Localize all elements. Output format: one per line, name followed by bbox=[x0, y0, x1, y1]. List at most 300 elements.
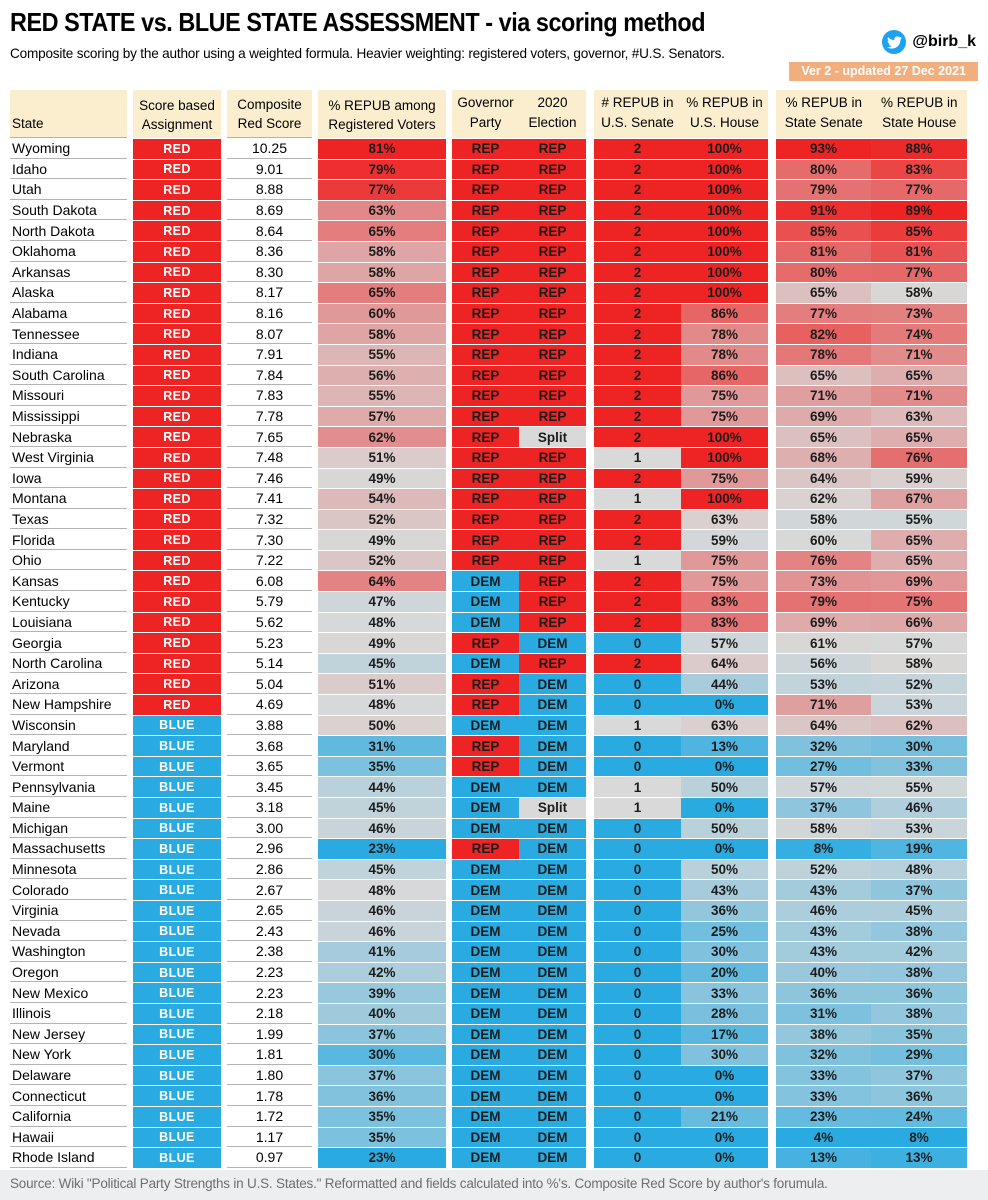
cell-us-house: 50% bbox=[681, 819, 768, 839]
cell-2020-election: REP bbox=[519, 283, 586, 303]
cell-us-senate: 2 bbox=[594, 283, 681, 303]
cell-state-house: 8% bbox=[871, 1128, 967, 1148]
cell-registered-voters: 50% bbox=[318, 716, 446, 736]
cell-state-senate: 76% bbox=[776, 551, 871, 571]
cell-state-senate: 58% bbox=[776, 819, 871, 839]
cell-registered-voters: 55% bbox=[318, 386, 446, 406]
cell-state-house: 29% bbox=[871, 1045, 967, 1065]
cell-us-house: 20% bbox=[681, 963, 768, 983]
cell-state-house: 77% bbox=[871, 263, 967, 283]
cell-state-senate: 61% bbox=[776, 633, 871, 653]
cell-assignment: BLUE bbox=[133, 942, 221, 962]
cell-us-house: 100% bbox=[681, 427, 768, 447]
cell-governor: DEM bbox=[452, 1107, 519, 1127]
cell-composite-score: 2.86 bbox=[227, 860, 312, 880]
cell-registered-voters: 48% bbox=[318, 613, 446, 633]
cell-registered-voters: 58% bbox=[318, 242, 446, 262]
cell-2020-election: REP bbox=[519, 613, 586, 633]
cell-state-senate: 38% bbox=[776, 1025, 871, 1045]
cell-2020-election: DEM bbox=[519, 1148, 586, 1168]
cell-state: Alaska bbox=[10, 283, 127, 303]
cell-us-house: 30% bbox=[681, 942, 768, 962]
cell-us-house: 86% bbox=[681, 304, 768, 324]
cell-2020-election: REP bbox=[519, 592, 586, 612]
cell-2020-election: Split bbox=[519, 427, 586, 447]
cell-us-senate: 1 bbox=[594, 551, 681, 571]
table bbox=[10, 90, 967, 1168]
column-header-us-senate-house-6: # REPUB in U.S. Senate bbox=[601, 94, 674, 130]
cell-assignment: BLUE bbox=[133, 1128, 221, 1148]
cell-us-senate: 2 bbox=[594, 263, 681, 283]
cell-assignment: BLUE bbox=[133, 1025, 221, 1045]
cell-state-house: 75% bbox=[871, 592, 967, 612]
cell-state: Wisconsin bbox=[10, 716, 127, 736]
cell-composite-score: 5.04 bbox=[227, 674, 312, 694]
cell-2020-election: DEM bbox=[519, 716, 586, 736]
cell-us-senate: 0 bbox=[594, 1025, 681, 1045]
cell-us-house: 0% bbox=[681, 1086, 768, 1106]
cell-state: Wyoming bbox=[10, 139, 127, 159]
cell-assignment: RED bbox=[133, 386, 221, 406]
cell-assignment: RED bbox=[133, 613, 221, 633]
cell-2020-election: REP bbox=[519, 654, 586, 674]
cell-assignment: BLUE bbox=[133, 716, 221, 736]
cell-us-senate: 0 bbox=[594, 983, 681, 1003]
cell-governor: DEM bbox=[452, 1086, 519, 1106]
cell-state-senate: 73% bbox=[776, 571, 871, 591]
column-header-registered-voters: % REPUB among Registered Voters bbox=[318, 90, 446, 138]
cell-us-house: 63% bbox=[681, 716, 768, 736]
source-note: Source: Wiki "Political Party Strengths in U.S. States." Reformatted and fields calculated into %'s. Composite Red Score by author's forumula. bbox=[10, 1176, 828, 1191]
cell-composite-score: 2.67 bbox=[227, 880, 312, 900]
twitter-bird-icon bbox=[887, 35, 902, 50]
cell-state-house: 38% bbox=[871, 922, 967, 942]
cell-state-house: 45% bbox=[871, 901, 967, 921]
cell-2020-election: REP bbox=[519, 201, 586, 221]
cell-us-senate: 2 bbox=[594, 654, 681, 674]
cell-registered-voters: 37% bbox=[318, 1066, 446, 1086]
cell-state-house: 46% bbox=[871, 798, 967, 818]
cell-2020-election: DEM bbox=[519, 819, 586, 839]
cell-state: Vermont bbox=[10, 757, 127, 777]
cell-state: Arizona bbox=[10, 674, 127, 694]
cell-governor: REP bbox=[452, 407, 519, 427]
cell-governor: REP bbox=[452, 489, 519, 509]
cell-us-senate: 0 bbox=[594, 922, 681, 942]
cell-us-house: 100% bbox=[681, 160, 768, 180]
cell-us-house: 100% bbox=[681, 263, 768, 283]
cell-state-senate: 27% bbox=[776, 757, 871, 777]
cell-state: Oregon bbox=[10, 963, 127, 983]
cell-2020-election: DEM bbox=[519, 880, 586, 900]
cell-state: Virginia bbox=[10, 901, 127, 921]
cell-composite-score: 7.22 bbox=[227, 551, 312, 571]
cell-assignment: BLUE bbox=[133, 1004, 221, 1024]
cell-state-house: 67% bbox=[871, 489, 967, 509]
cell-2020-election: DEM bbox=[519, 1045, 586, 1065]
cell-state-senate: 78% bbox=[776, 345, 871, 365]
cell-state-senate: 43% bbox=[776, 942, 871, 962]
cell-composite-score: 1.17 bbox=[227, 1128, 312, 1148]
cell-2020-election: REP bbox=[519, 263, 586, 283]
cell-state-house: 88% bbox=[871, 139, 967, 159]
cell-state-senate: 32% bbox=[776, 736, 871, 756]
cell-composite-score: 7.83 bbox=[227, 386, 312, 406]
cell-state: West Virginia bbox=[10, 448, 127, 468]
cell-registered-voters: 45% bbox=[318, 654, 446, 674]
cell-governor: REP bbox=[452, 242, 519, 262]
cell-assignment: RED bbox=[133, 221, 221, 241]
cell-2020-election: DEM bbox=[519, 674, 586, 694]
cell-state-house: 36% bbox=[871, 1086, 967, 1106]
cell-composite-score: 8.69 bbox=[227, 201, 312, 221]
twitter-attribution bbox=[882, 30, 976, 54]
cell-governor: REP bbox=[452, 139, 519, 159]
cell-2020-election: REP bbox=[519, 160, 586, 180]
cell-registered-voters: 54% bbox=[318, 489, 446, 509]
cell-governor: DEM bbox=[452, 1025, 519, 1045]
cell-us-house: 25% bbox=[681, 922, 768, 942]
cell-state: Minnesota bbox=[10, 860, 127, 880]
cell-registered-voters: 36% bbox=[318, 1086, 446, 1106]
cell-2020-election: DEM bbox=[519, 922, 586, 942]
cell-us-senate: 0 bbox=[594, 839, 681, 859]
cell-us-senate: 0 bbox=[594, 674, 681, 694]
cell-state: Iowa bbox=[10, 469, 127, 489]
cell-2020-election: REP bbox=[519, 221, 586, 241]
cell-assignment: BLUE bbox=[133, 1148, 221, 1168]
cell-governor: DEM bbox=[452, 963, 519, 983]
cell-registered-voters: 35% bbox=[318, 757, 446, 777]
cell-us-house: 78% bbox=[681, 324, 768, 344]
cell-us-senate: 0 bbox=[594, 757, 681, 777]
cell-us-senate: 2 bbox=[594, 571, 681, 591]
cell-2020-election: DEM bbox=[519, 777, 586, 797]
cell-state-senate: 80% bbox=[776, 160, 871, 180]
cell-us-senate: 0 bbox=[594, 860, 681, 880]
cell-governor: REP bbox=[452, 510, 519, 530]
cell-state: Alabama bbox=[10, 304, 127, 324]
twitter-handle: @birb_k bbox=[912, 33, 976, 50]
cell-us-house: 0% bbox=[681, 757, 768, 777]
cell-registered-voters: 39% bbox=[318, 983, 446, 1003]
cell-assignment: BLUE bbox=[133, 839, 221, 859]
cell-us-senate: 0 bbox=[594, 1128, 681, 1148]
cell-2020-election: REP bbox=[519, 571, 586, 591]
cell-assignment: BLUE bbox=[133, 757, 221, 777]
cell-state: Utah bbox=[10, 180, 127, 200]
cell-composite-score: 7.41 bbox=[227, 489, 312, 509]
cell-state-house: 36% bbox=[871, 983, 967, 1003]
cell-us-senate: 2 bbox=[594, 427, 681, 447]
cell-state-senate: 58% bbox=[776, 510, 871, 530]
cell-2020-election: REP bbox=[519, 510, 586, 530]
cell-us-house: 0% bbox=[681, 839, 768, 859]
cell-us-senate: 2 bbox=[594, 201, 681, 221]
cell-state-house: 71% bbox=[871, 386, 967, 406]
cell-governor: REP bbox=[452, 283, 519, 303]
cell-us-senate: 0 bbox=[594, 1066, 681, 1086]
cell-state-senate: 71% bbox=[776, 695, 871, 715]
cell-registered-voters: 35% bbox=[318, 1107, 446, 1127]
cell-state-house: 38% bbox=[871, 1004, 967, 1024]
cell-us-senate: 2 bbox=[594, 530, 681, 550]
cell-state: Texas bbox=[10, 510, 127, 530]
cell-governor: DEM bbox=[452, 798, 519, 818]
cell-state-house: 57% bbox=[871, 633, 967, 653]
cell-state-senate: 65% bbox=[776, 366, 871, 386]
cell-state: Washington bbox=[10, 942, 127, 962]
cell-2020-election: DEM bbox=[519, 633, 586, 653]
cell-registered-voters: 47% bbox=[318, 592, 446, 612]
cell-governor: REP bbox=[452, 695, 519, 715]
cell-state-senate: 37% bbox=[776, 798, 871, 818]
cell-us-house: 0% bbox=[681, 798, 768, 818]
cell-state-senate: 43% bbox=[776, 922, 871, 942]
cell-governor: DEM bbox=[452, 901, 519, 921]
cell-us-house: 50% bbox=[681, 860, 768, 880]
cell-us-house: 83% bbox=[681, 613, 768, 633]
cell-state-house: 69% bbox=[871, 571, 967, 591]
cell-us-senate: 0 bbox=[594, 695, 681, 715]
cell-us-house: 0% bbox=[681, 1066, 768, 1086]
cell-2020-election: DEM bbox=[519, 901, 586, 921]
cell-composite-score: 7.65 bbox=[227, 427, 312, 447]
cell-state-senate: 79% bbox=[776, 180, 871, 200]
cell-governor: DEM bbox=[452, 983, 519, 1003]
cell-state-house: 59% bbox=[871, 469, 967, 489]
cell-composite-score: 8.07 bbox=[227, 324, 312, 344]
cell-us-house: 86% bbox=[681, 366, 768, 386]
cell-state-senate: 43% bbox=[776, 880, 871, 900]
cell-state: Florida bbox=[10, 530, 127, 550]
cell-governor: REP bbox=[452, 304, 519, 324]
cell-us-house: 21% bbox=[681, 1107, 768, 1127]
cell-composite-score: 5.62 bbox=[227, 613, 312, 633]
cell-us-house: 75% bbox=[681, 407, 768, 427]
cell-composite-score: 3.45 bbox=[227, 777, 312, 797]
cell-us-senate: 2 bbox=[594, 180, 681, 200]
cell-state-senate: 81% bbox=[776, 242, 871, 262]
cell-governor: DEM bbox=[452, 571, 519, 591]
cell-governor: REP bbox=[452, 674, 519, 694]
cell-assignment: BLUE bbox=[133, 983, 221, 1003]
cell-assignment: RED bbox=[133, 263, 221, 283]
cell-registered-voters: 51% bbox=[318, 674, 446, 694]
cell-2020-election: DEM bbox=[519, 757, 586, 777]
cell-state: Kansas bbox=[10, 571, 127, 591]
cell-composite-score: 1.72 bbox=[227, 1107, 312, 1127]
cell-us-senate: 2 bbox=[594, 613, 681, 633]
cell-composite-score: 7.91 bbox=[227, 345, 312, 365]
cell-us-house: 0% bbox=[681, 695, 768, 715]
cell-governor: DEM bbox=[452, 819, 519, 839]
cell-us-senate: 1 bbox=[594, 777, 681, 797]
cell-assignment: RED bbox=[133, 530, 221, 550]
column-header-governor-election-4: Governor Party bbox=[457, 94, 514, 130]
cell-assignment: BLUE bbox=[133, 1066, 221, 1086]
cell-2020-election: DEM bbox=[519, 983, 586, 1003]
cell-state: North Carolina bbox=[10, 654, 127, 674]
cell-composite-score: 2.65 bbox=[227, 901, 312, 921]
cell-2020-election: REP bbox=[519, 324, 586, 344]
cell-composite-score: 0.97 bbox=[227, 1148, 312, 1168]
cell-state: New Hampshire bbox=[10, 695, 127, 715]
cell-2020-election: DEM bbox=[519, 942, 586, 962]
cell-state-senate: 60% bbox=[776, 530, 871, 550]
cell-us-house: 75% bbox=[681, 571, 768, 591]
cell-2020-election: REP bbox=[519, 530, 586, 550]
cell-us-senate: 2 bbox=[594, 407, 681, 427]
cell-state-senate: 93% bbox=[776, 139, 871, 159]
cell-state-house: 81% bbox=[871, 242, 967, 262]
cell-governor: REP bbox=[452, 551, 519, 571]
cell-us-senate: 0 bbox=[594, 736, 681, 756]
cell-state-house: 42% bbox=[871, 942, 967, 962]
cell-state: Maine bbox=[10, 798, 127, 818]
column-header-state: State bbox=[10, 90, 127, 138]
cell-assignment: BLUE bbox=[133, 922, 221, 942]
cell-governor: REP bbox=[452, 448, 519, 468]
cell-state-house: 35% bbox=[871, 1025, 967, 1045]
cell-registered-voters: 23% bbox=[318, 839, 446, 859]
cell-2020-election: DEM bbox=[519, 695, 586, 715]
cell-assignment: RED bbox=[133, 139, 221, 159]
cell-composite-score: 8.88 bbox=[227, 180, 312, 200]
cell-us-house: 30% bbox=[681, 1045, 768, 1065]
cell-registered-voters: 40% bbox=[318, 1004, 446, 1024]
cell-state: Maryland bbox=[10, 736, 127, 756]
cell-assignment: RED bbox=[133, 427, 221, 447]
cell-state-senate: 23% bbox=[776, 1107, 871, 1127]
cell-state-house: 30% bbox=[871, 736, 967, 756]
cell-governor: DEM bbox=[452, 1066, 519, 1086]
cell-state-house: 71% bbox=[871, 345, 967, 365]
cell-registered-voters: 31% bbox=[318, 736, 446, 756]
cell-state-house: 53% bbox=[871, 819, 967, 839]
cell-composite-score: 7.32 bbox=[227, 510, 312, 530]
cell-state-house: 52% bbox=[871, 674, 967, 694]
cell-state-house: 65% bbox=[871, 530, 967, 550]
column-header-us-senate-house bbox=[594, 90, 768, 138]
cell-2020-election: REP bbox=[519, 407, 586, 427]
cell-governor: REP bbox=[452, 530, 519, 550]
cell-us-senate: 1 bbox=[594, 448, 681, 468]
cell-us-senate: 0 bbox=[594, 1004, 681, 1024]
cell-2020-election: REP bbox=[519, 345, 586, 365]
cell-us-house: 43% bbox=[681, 880, 768, 900]
cell-governor: DEM bbox=[452, 942, 519, 962]
cell-state-house: 74% bbox=[871, 324, 967, 344]
cell-registered-voters: 46% bbox=[318, 819, 446, 839]
cell-composite-score: 2.96 bbox=[227, 839, 312, 859]
cell-registered-voters: 23% bbox=[318, 1148, 446, 1168]
cell-us-senate: 0 bbox=[594, 880, 681, 900]
cell-state-senate: 33% bbox=[776, 1086, 871, 1106]
cell-composite-score: 1.78 bbox=[227, 1086, 312, 1106]
cell-us-house: 100% bbox=[681, 448, 768, 468]
cell-composite-score: 8.16 bbox=[227, 304, 312, 324]
cell-state-house: 65% bbox=[871, 551, 967, 571]
cell-2020-election: Split bbox=[519, 798, 586, 818]
cell-state-senate: 82% bbox=[776, 324, 871, 344]
column-header-governor-election-5: 2020 Election bbox=[528, 94, 577, 130]
cell-state-house: 77% bbox=[871, 180, 967, 200]
version-badge: Ver 2 - updated 27 Dec 2021 bbox=[789, 62, 978, 81]
cell-assignment: BLUE bbox=[133, 880, 221, 900]
cell-us-house: 50% bbox=[681, 777, 768, 797]
cell-us-senate: 2 bbox=[594, 510, 681, 530]
cell-registered-voters: 81% bbox=[318, 139, 446, 159]
cell-2020-election: REP bbox=[519, 242, 586, 262]
cell-state-senate: 85% bbox=[776, 221, 871, 241]
cell-us-house: 44% bbox=[681, 674, 768, 694]
cell-governor: DEM bbox=[452, 716, 519, 736]
cell-assignment: RED bbox=[133, 448, 221, 468]
cell-state-house: 65% bbox=[871, 427, 967, 447]
cell-governor: REP bbox=[452, 839, 519, 859]
cell-registered-voters: 63% bbox=[318, 201, 446, 221]
cell-state-senate: 65% bbox=[776, 427, 871, 447]
cell-us-house: 100% bbox=[681, 221, 768, 241]
cell-registered-voters: 37% bbox=[318, 1025, 446, 1045]
cell-composite-score: 5.14 bbox=[227, 654, 312, 674]
cell-assignment: RED bbox=[133, 324, 221, 344]
column-header-governor-election bbox=[452, 90, 586, 138]
cell-us-house: 36% bbox=[681, 901, 768, 921]
cell-us-senate: 2 bbox=[594, 221, 681, 241]
cell-us-senate: 1 bbox=[594, 489, 681, 509]
cell-2020-election: DEM bbox=[519, 1107, 586, 1127]
cell-assignment: RED bbox=[133, 283, 221, 303]
cell-us-house: 17% bbox=[681, 1025, 768, 1045]
cell-governor: DEM bbox=[452, 1045, 519, 1065]
cell-governor: REP bbox=[452, 324, 519, 344]
cell-2020-election: DEM bbox=[519, 963, 586, 983]
cell-state: Montana bbox=[10, 489, 127, 509]
cell-state-senate: 36% bbox=[776, 983, 871, 1003]
cell-composite-score: 8.17 bbox=[227, 283, 312, 303]
cell-state-house: 38% bbox=[871, 963, 967, 983]
cell-registered-voters: 30% bbox=[318, 1045, 446, 1065]
cell-governor: DEM bbox=[452, 592, 519, 612]
cell-us-senate: 1 bbox=[594, 798, 681, 818]
cell-assignment: BLUE bbox=[133, 1107, 221, 1127]
cell-state-house: 24% bbox=[871, 1107, 967, 1127]
cell-governor: REP bbox=[452, 427, 519, 447]
cell-state: Idaho bbox=[10, 160, 127, 180]
cell-governor: REP bbox=[452, 345, 519, 365]
cell-us-senate: 2 bbox=[594, 366, 681, 386]
cell-us-senate: 0 bbox=[594, 1107, 681, 1127]
cell-state: Arkansas bbox=[10, 263, 127, 283]
cell-2020-election: REP bbox=[519, 366, 586, 386]
cell-us-senate: 1 bbox=[594, 716, 681, 736]
cell-assignment: RED bbox=[133, 571, 221, 591]
cell-2020-election: REP bbox=[519, 386, 586, 406]
cell-registered-voters: 45% bbox=[318, 798, 446, 818]
cell-state-house: 63% bbox=[871, 407, 967, 427]
cell-registered-voters: 64% bbox=[318, 571, 446, 591]
cell-assignment: RED bbox=[133, 345, 221, 365]
cell-state-senate: 77% bbox=[776, 304, 871, 324]
cell-state-senate: 64% bbox=[776, 469, 871, 489]
cell-registered-voters: 46% bbox=[318, 901, 446, 921]
cell-composite-score: 4.69 bbox=[227, 695, 312, 715]
cell-us-house: 0% bbox=[681, 1128, 768, 1148]
cell-us-senate: 2 bbox=[594, 242, 681, 262]
cell-composite-score: 5.23 bbox=[227, 633, 312, 653]
